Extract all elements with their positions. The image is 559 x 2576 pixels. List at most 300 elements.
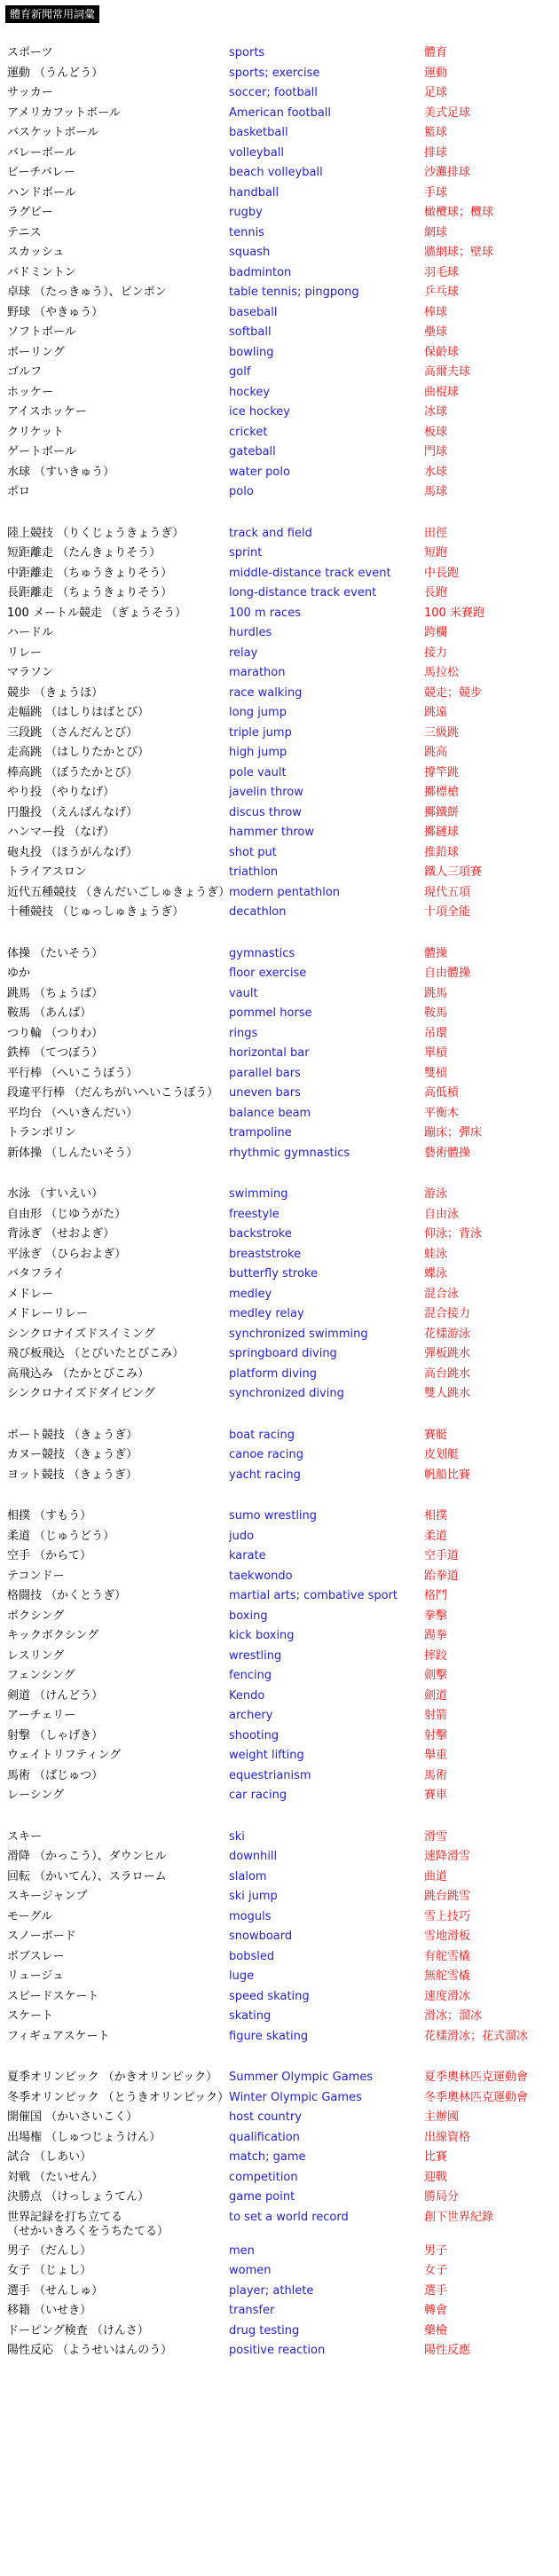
- chinese-term: 蹦床；彈床: [424, 1126, 483, 1139]
- chinese-term: 曲道: [424, 1869, 448, 1883]
- japanese-term: テニス: [7, 225, 42, 239]
- chinese-term: 彈板跳水: [424, 1347, 471, 1360]
- vocab-row: [7, 1689, 557, 1710]
- vocab-row: [7, 1969, 557, 1990]
- chinese-term: 擲鏈球: [424, 826, 460, 839]
- vocab-row: [7, 1367, 557, 1388]
- japanese-term: 滑降 （かっこう）、ダウンヒル: [7, 1850, 167, 1863]
- english-term: skating: [229, 2009, 272, 2023]
- japanese-term: トライアスロン: [7, 865, 87, 879]
- japanese-term: 移籍 （いせき）: [7, 2304, 92, 2317]
- japanese-term: フェンシング: [7, 1669, 75, 1682]
- chinese-term: 男子: [424, 2243, 448, 2258]
- vocab-row: [7, 1248, 557, 1268]
- vocab-row: [7, 246, 557, 266]
- vocab-row: [7, 1067, 557, 1087]
- vocab-row: [7, 1570, 557, 1590]
- english-term: vault: [229, 986, 258, 1000]
- chinese-term: 長跑: [424, 586, 448, 599]
- japanese-term: 自由形 （じゆうがた）: [7, 1207, 127, 1221]
- english-term: archery: [229, 1709, 273, 1722]
- english-term: synchronized diving: [229, 1387, 344, 1400]
- english-term: canoe racing: [229, 1448, 303, 1461]
- english-term: fencing: [229, 1669, 272, 1682]
- english-term: softball: [229, 325, 272, 339]
- vocab-row: [7, 806, 557, 826]
- english-term: water polo: [229, 465, 290, 479]
- vocab-row: [7, 1187, 557, 1208]
- japanese-term: 選手 （せんしゅ）: [7, 2283, 104, 2298]
- chinese-term: 勝局分: [424, 2190, 460, 2204]
- vocab-row: [7, 2264, 557, 2284]
- english-term: gymnastics: [229, 946, 295, 960]
- japanese-term: 円盤投 （えんばんなげ）: [7, 805, 138, 819]
- vocab-row: [7, 1027, 557, 1047]
- japanese-term: 空手 （からて）: [7, 1549, 92, 1562]
- vocab-row: [7, 2190, 557, 2211]
- chinese-term: 壘球: [424, 325, 448, 339]
- vocab-section: [7, 1187, 557, 1407]
- vocab-row: [7, 46, 557, 67]
- vocab-row: [7, 325, 557, 346]
- japanese-term: ドーピング検査 （けんさ）: [7, 2323, 149, 2337]
- chinese-term: 跳台跳雪: [424, 1890, 471, 1903]
- vocab-row: [7, 1126, 557, 1147]
- chinese-term: 轉會: [424, 2304, 448, 2317]
- japanese-term: 世界記録を打ち立てる （せかいきろくをうちたてる）: [7, 2210, 169, 2238]
- japanese-term: 長距離走 （ちょうきょりそう）: [7, 586, 173, 599]
- english-term: soccer; football: [229, 86, 318, 99]
- japanese-term: バタフライ: [7, 1267, 65, 1280]
- japanese-term: スノーボード: [7, 1930, 76, 1943]
- chinese-term: 排球: [424, 145, 448, 160]
- japanese-term: シンクロナイズドスイミング: [7, 1327, 155, 1341]
- chinese-term: 劍擊: [424, 1669, 448, 1682]
- japanese-term: 高飛込み （たかとびこみ）: [7, 1366, 150, 1381]
- japanese-term: スケート: [7, 2009, 54, 2023]
- japanese-term: ポロ: [7, 485, 31, 498]
- english-term: middle-distance track event: [229, 566, 391, 580]
- vocab-row: [7, 2131, 557, 2151]
- vocab-row: [7, 2244, 557, 2265]
- japanese-term: 三段跳 （さんだんとび）: [7, 725, 138, 740]
- japanese-term: 競歩 （きょうほ）: [7, 685, 104, 700]
- english-term: equestrianism: [229, 1768, 311, 1782]
- vocab-row: [7, 1649, 557, 1670]
- japanese-term: ヨット競技 （きょうぎ）: [7, 1468, 138, 1482]
- english-term: triathlon: [229, 865, 279, 879]
- chinese-term: 板球: [424, 425, 448, 439]
- vocab-row: [7, 1327, 557, 1348]
- vocab-row: [7, 166, 557, 186]
- japanese-term: バドミントン: [7, 265, 76, 279]
- japanese-term: 走幅跳 （はしりはばとび）: [7, 706, 150, 719]
- chinese-term: 柔道: [424, 1529, 448, 1543]
- japanese-term: ボクシング: [7, 1609, 65, 1623]
- english-term: competition: [229, 2170, 298, 2184]
- chinese-term: 雪上技巧: [424, 1909, 471, 1923]
- chinese-term: 混合泳: [424, 1287, 460, 1301]
- english-term: ski jump: [229, 1890, 278, 1903]
- english-term: hockey: [229, 385, 271, 399]
- vocab-row: [7, 527, 557, 547]
- vocab-row: [7, 1709, 557, 1729]
- english-term: drug testing: [229, 2323, 300, 2337]
- vocab-row: [7, 1789, 557, 1809]
- english-term: wrestling: [229, 1648, 282, 1663]
- japanese-term: 格闘技 （かくとうぎ）: [7, 1589, 127, 1602]
- vocab-row: [7, 1046, 557, 1067]
- japanese-term: メドレー: [7, 1287, 54, 1301]
- japanese-term: メドレーリレー: [7, 1307, 89, 1320]
- japanese-term: 回転 （かいてん）、スラローム: [7, 1869, 167, 1883]
- english-term: kick boxing: [229, 1629, 295, 1642]
- vocab-row: [7, 426, 557, 446]
- japanese-term: スカッシュ: [7, 246, 65, 259]
- chinese-term: 馬拉松: [424, 666, 460, 679]
- english-term: long jump: [229, 706, 287, 719]
- vocab-row: [7, 146, 557, 167]
- english-term: badminton: [229, 265, 292, 279]
- vocab-row: [7, 905, 557, 926]
- japanese-term: 野球 （やきゅう）: [7, 305, 104, 319]
- chinese-term: 女子: [424, 2264, 448, 2277]
- japanese-term: 鞍馬 （あんば）: [7, 1006, 92, 1020]
- japanese-term: 夏季オリンピック （かきオリンピック）: [7, 2071, 218, 2084]
- vocab-row: [7, 2324, 557, 2345]
- chinese-term: 運動: [424, 66, 448, 80]
- english-term: 100 m races: [229, 606, 301, 620]
- chinese-term: 羽毛球: [424, 265, 460, 279]
- english-term: boxing: [229, 1609, 268, 1623]
- vocab-row: [7, 266, 557, 286]
- chinese-term: 網球: [424, 225, 448, 239]
- english-term: judo: [229, 1529, 255, 1543]
- chinese-term: 擲鐵餅: [424, 805, 460, 819]
- english-term: Winter Olympic Games: [229, 2090, 362, 2104]
- english-term: squash: [229, 246, 271, 259]
- vocab-row: [7, 346, 557, 366]
- chinese-term: 100 米賽跑: [424, 606, 484, 620]
- japanese-term: やり投 （やりなげ）: [7, 786, 115, 799]
- english-term: springboard diving: [229, 1347, 337, 1360]
- vocab-row: [7, 1930, 557, 1950]
- japanese-term: 冬季オリンピック （とうきオリンピック）: [7, 2090, 230, 2104]
- vocab-row: [7, 886, 557, 906]
- chinese-term: 游泳: [424, 1187, 448, 1201]
- english-term: match; game: [229, 2150, 306, 2164]
- vocab-row: [7, 1870, 557, 1891]
- japanese-term: リレー: [7, 646, 43, 660]
- japanese-term: 体操 （たいそう）: [7, 946, 104, 960]
- vocab-row: [7, 706, 557, 726]
- chinese-term: 舉重: [424, 1749, 448, 1762]
- chinese-term: 沙灘排球: [424, 166, 471, 179]
- chinese-term: 格鬥: [424, 1589, 448, 1602]
- english-term: swimming: [229, 1187, 288, 1201]
- vocab-row: [7, 106, 557, 127]
- chinese-term: 雙槓: [424, 1066, 448, 1080]
- vocab-row: [7, 1387, 557, 1407]
- chinese-term: 水球: [424, 465, 448, 479]
- chinese-term: 跳馬: [424, 986, 448, 1000]
- japanese-term: ビーチバレー: [7, 166, 75, 179]
- english-term: karate: [229, 1549, 266, 1562]
- chinese-term: 蝶泳: [424, 1267, 448, 1280]
- vocab-row: [7, 306, 557, 326]
- english-term: trampoline: [229, 1126, 292, 1139]
- english-term: moguls: [229, 1909, 272, 1923]
- english-term: relay: [229, 646, 258, 660]
- english-term: slalom: [229, 1869, 267, 1883]
- english-term: beach volleyball: [229, 166, 323, 179]
- chinese-term: 拳擊: [424, 1609, 448, 1623]
- english-term: figure skating: [229, 2029, 309, 2043]
- english-term: pommel horse: [229, 1006, 312, 1020]
- chinese-term: 美式足球: [424, 106, 471, 120]
- chinese-term: 三級跳: [424, 725, 460, 740]
- chinese-term: 單槓: [424, 1046, 448, 1060]
- vocab-row: [7, 1990, 557, 2010]
- vocab-row: [7, 546, 557, 567]
- japanese-term: 飛び板飛込 （とびいたとびこみ）: [7, 1347, 185, 1360]
- english-term: martial arts; combative sport: [229, 1589, 398, 1602]
- vocab-row: [7, 2009, 557, 2030]
- english-term: javelin throw: [229, 786, 303, 799]
- vocab-row: [7, 1609, 557, 1630]
- vocab-row: [7, 1107, 557, 1127]
- english-term: track and field: [229, 526, 312, 540]
- japanese-term: スポーツ: [7, 46, 53, 59]
- japanese-term: トランポリン: [7, 1126, 77, 1139]
- english-term: horizontal bar: [229, 1046, 310, 1060]
- english-term: car racing: [229, 1789, 287, 1802]
- chinese-term: 高爾夫球: [424, 365, 471, 379]
- japanese-term: 剣道 （けんどう）: [7, 1688, 104, 1703]
- vocab-row: [7, 1347, 557, 1367]
- english-term: ski: [229, 1829, 245, 1844]
- chinese-term: 冬季奧林匹克運動會: [424, 2090, 529, 2104]
- english-term: weight lifting: [229, 1749, 304, 1762]
- chinese-term: 射擊: [424, 1728, 448, 1742]
- english-term: backstroke: [229, 1227, 292, 1241]
- english-term: boat racing: [229, 1428, 295, 1442]
- japanese-term: 平均台 （へいきんだい）: [7, 1106, 138, 1120]
- chinese-term: 跆拳道: [424, 1569, 460, 1583]
- english-term: cricket: [229, 425, 268, 439]
- chinese-term: 體操: [424, 946, 448, 960]
- english-term: rugby: [229, 206, 263, 219]
- vocab-row: [7, 1530, 557, 1550]
- japanese-term: 射撃 （しゃげき）: [7, 1728, 104, 1742]
- japanese-term: スキー: [7, 1829, 43, 1844]
- chinese-term: 雪地滑板: [424, 1930, 471, 1943]
- vocab-row: [7, 1830, 557, 1851]
- chinese-term: 曲棍球: [424, 385, 460, 399]
- chinese-term: 籃球: [424, 126, 448, 139]
- english-term: modern pentathlon: [229, 885, 341, 899]
- chinese-term: 花樣滑冰；花式溜冰: [424, 2029, 529, 2043]
- chinese-term: 吊環: [424, 1026, 448, 1040]
- japanese-term: 平行棒 （へいこうぼう）: [7, 1066, 138, 1080]
- vocab-row: [7, 2171, 557, 2191]
- vocab-row: [7, 626, 557, 646]
- vocab-row: [7, 206, 557, 226]
- vocab-row: [7, 126, 557, 146]
- japanese-term: 陽性反応 （ようせいはんのう）: [7, 2344, 173, 2357]
- japanese-term: ホッケー: [7, 385, 54, 399]
- chinese-term: 體育: [424, 46, 448, 59]
- vocab-row: [7, 1950, 557, 1970]
- vocab-row: [7, 726, 557, 747]
- vocab-row: [7, 1227, 557, 1248]
- japanese-term: 新体操 （しんたいそう）: [7, 1146, 138, 1160]
- english-term: long-distance track event: [229, 586, 377, 599]
- english-term: marathon: [229, 666, 286, 679]
- english-term: Kendo: [229, 1688, 265, 1703]
- japanese-term: 走高跳 （はしりたかとび）: [7, 746, 150, 759]
- english-term: uneven bars: [229, 1086, 301, 1100]
- vocab-row: [7, 686, 557, 707]
- chinese-term: 冰球: [424, 405, 448, 419]
- japanese-term: 100 メートル競走 （ぎょうそう）: [7, 606, 187, 620]
- japanese-term: スキージャンプ: [7, 1890, 88, 1903]
- english-term: volleyball: [229, 145, 285, 160]
- english-term: taekwondo: [229, 1569, 293, 1583]
- english-term: race walking: [229, 685, 303, 700]
- vocab-row: [7, 586, 557, 607]
- english-term: tennis: [229, 225, 264, 239]
- japanese-term: 跳馬 （ちょうば）: [7, 986, 104, 1000]
- japanese-term: ゆか: [7, 967, 31, 980]
- japanese-term: 決勝点 （けっしょうてん）: [7, 2190, 150, 2204]
- english-term: gateball: [229, 445, 276, 458]
- english-term: qualification: [229, 2130, 300, 2144]
- vocabulary-list: [7, 46, 557, 2385]
- chinese-term: 雙人跳水: [424, 1387, 471, 1400]
- vocab-row: [7, 766, 557, 787]
- japanese-term: 十種競技 （じゅっしゅきょうぎ）: [7, 905, 185, 919]
- vocab-row: [7, 1589, 557, 1609]
- vocab-row: [7, 2071, 557, 2091]
- english-term: ice hockey: [229, 405, 290, 419]
- vocab-row: [7, 846, 557, 866]
- vocab-row: [7, 2344, 557, 2364]
- chinese-term: 跳高: [424, 746, 448, 759]
- vocab-row: [7, 286, 557, 306]
- japanese-term: 近代五種競技 （きんだいごしゅきょうぎ）: [7, 885, 231, 899]
- vocab-row: [7, 1509, 557, 1530]
- japanese-term: 短距離走 （たんきょりそう）: [7, 546, 161, 560]
- english-term: rhythmic gymnastics: [229, 1146, 350, 1160]
- chinese-term: 馬術: [424, 1768, 448, 1782]
- chinese-term: 射箭: [424, 1709, 448, 1722]
- english-term: medley relay: [229, 1307, 304, 1320]
- chinese-term: 短跑: [424, 546, 448, 560]
- english-term: women: [229, 2264, 272, 2277]
- japanese-term: キックボクシング: [7, 1629, 99, 1642]
- japanese-term: ボブスレー: [7, 1949, 65, 1963]
- english-term: yacht racing: [229, 1468, 301, 1482]
- chinese-term: 滑冰；溜冰: [424, 2009, 483, 2023]
- japanese-term: 出場権 （しゅつじょうけん）: [7, 2130, 161, 2144]
- vocab-row: [7, 2284, 557, 2305]
- chinese-term: 橄欖球；欖球: [424, 206, 494, 219]
- vocab-row: [7, 607, 557, 627]
- english-term: positive reaction: [229, 2344, 326, 2357]
- english-term: balance beam: [229, 1106, 311, 1120]
- chinese-term: 夏季奧林匹克運動會: [424, 2071, 529, 2084]
- japanese-term: クリケット: [7, 425, 65, 439]
- english-term: bobsled: [229, 1949, 275, 1963]
- english-term: decathlon: [229, 905, 287, 919]
- chinese-term: 田徑: [424, 526, 448, 540]
- english-term: snowboard: [229, 1930, 293, 1943]
- japanese-term: アイスホッケー: [7, 405, 87, 419]
- english-term: polo: [229, 485, 254, 498]
- vocab-row: [7, 186, 557, 207]
- english-term: sports; exercise: [229, 66, 320, 80]
- chinese-term: 選手: [424, 2283, 448, 2298]
- english-term: player; athlete: [229, 2283, 314, 2298]
- chinese-term: 乒乓球: [424, 286, 460, 299]
- japanese-term: ゲートボール: [7, 445, 76, 458]
- japanese-term: 馬術 （ばじゅつ）: [7, 1768, 104, 1782]
- vocab-row: [7, 67, 557, 87]
- vocab-row: [7, 1429, 557, 1449]
- vocab-row: [7, 2091, 557, 2111]
- chinese-term: 自由泳: [424, 1207, 460, 1221]
- english-term: floor exercise: [229, 967, 307, 980]
- vocab-row: [7, 865, 557, 886]
- vocab-row: [7, 1910, 557, 1930]
- vocab-row: [7, 2030, 557, 2050]
- english-term: medley: [229, 1287, 272, 1301]
- vocab-section: [7, 1509, 557, 1809]
- vocab-row: [7, 1890, 557, 1910]
- english-term: shot put: [229, 845, 277, 859]
- japanese-term: アーチェリー: [7, 1709, 76, 1722]
- vocab-row: [7, 2110, 557, 2131]
- english-term: men: [229, 2243, 255, 2258]
- japanese-term: 試合 （しあい）: [7, 2150, 92, 2164]
- chinese-term: 速降滑雪: [424, 1850, 471, 1863]
- vocab-row: [7, 2304, 557, 2324]
- japanese-term: ゴルフ: [7, 365, 43, 379]
- japanese-term: マラソン: [7, 666, 54, 679]
- japanese-term: 棒高跳 （ぼうたかとび）: [7, 765, 138, 779]
- english-term: hurdles: [229, 626, 272, 639]
- japanese-term: ソフトボール: [7, 325, 76, 339]
- vocab-section: [7, 46, 557, 505]
- english-term: rings: [229, 1026, 258, 1040]
- chinese-term: 賽車: [424, 1789, 448, 1802]
- chinese-term: 相撲: [424, 1509, 448, 1523]
- english-term: pole vault: [229, 765, 287, 779]
- english-term: freestyle: [229, 1207, 280, 1221]
- english-term: sumo wrestling: [229, 1509, 318, 1523]
- japanese-term: モーグル: [7, 1909, 53, 1923]
- english-term: Summer Olympic Games: [229, 2071, 374, 2084]
- chinese-term: 手球: [424, 185, 448, 200]
- vocab-row: [7, 1769, 557, 1789]
- chinese-term: 撐竿跳: [424, 765, 460, 779]
- english-term: synchronized swimming: [229, 1327, 368, 1341]
- chinese-term: 皮划艇: [424, 1448, 460, 1461]
- japanese-term: 陸上競技 （りくじょうきょうぎ）: [7, 526, 185, 540]
- english-term: transfer: [229, 2304, 275, 2317]
- vocab-row: [7, 466, 557, 486]
